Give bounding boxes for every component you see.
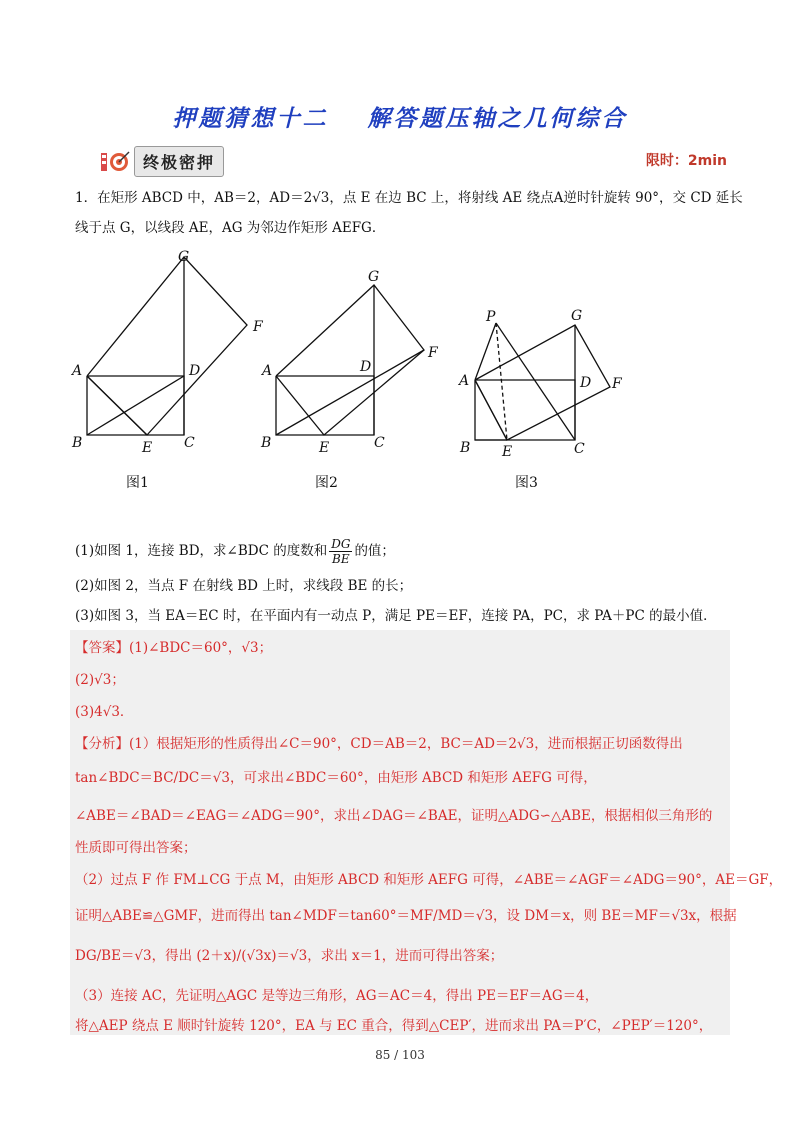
- fig2-label-f: F: [428, 345, 438, 361]
- answer-line-1: [75, 638, 725, 658]
- analysis-p2: tan∠BDC＝BC/DC＝√3，可求出∠BDC＝60°，由矩形 ABCD 和矩形 AEFG 可得，: [75, 770, 597, 786]
- page-number: 85 / 103: [375, 1048, 425, 1062]
- analysis-p7: DG/BE＝√3，得出 (2＋x)/(√3x)＝√3，求出 x＝1，进而可得出答案；: [75, 948, 504, 964]
- fraction-denominator: BE: [332, 552, 350, 566]
- fig1-caption: 图1: [126, 475, 149, 491]
- fig3-label-e: E: [502, 444, 513, 460]
- title-left: 押题猜想十二: [172, 105, 329, 132]
- answer-3: (3)4√3．: [75, 704, 134, 720]
- figure-1: [87, 257, 247, 435]
- fig1-label-a: A: [72, 363, 83, 379]
- fig2-label-e: E: [319, 440, 330, 456]
- analysis-tag: 【分析】: [75, 736, 129, 752]
- fig1-label-d: D: [189, 363, 201, 379]
- fig2-label-d: D: [360, 359, 372, 375]
- analysis-p6: 证明△ABE≌△GMF，进而得出 tan∠MDF＝tan60°＝MF/MD＝√3，设 DM＝x，则 BE＝MF＝√3x，根据: [75, 908, 737, 924]
- analysis-p3: ∠ABE＝∠BAD＝∠EAG＝∠ADG＝90°，求出∠DAG＝∠BAE，证明△ADG∽△ABE，根据相似三角形的: [75, 808, 713, 824]
- analysis-line-1: [75, 734, 725, 754]
- problem-line-2: 线于点 G，以线段 AE，AG 为邻边作矩形 AEFG．: [75, 220, 386, 236]
- question-1-post: 的值；: [354, 543, 395, 559]
- fig3-label-a: A: [459, 373, 470, 389]
- answer-background: [70, 630, 783, 1035]
- question-1-fraction: [329, 537, 352, 566]
- analysis-p8: （3）连接 AC，先证明△AGC 是等边三角形，AG＝AC＝4，得出 PE＝EF＝AG＝4，: [75, 988, 599, 1004]
- fig2-caption: 图2: [315, 475, 338, 491]
- fig3-label-f: F: [612, 376, 622, 392]
- figure-2: [276, 285, 424, 435]
- fig2-label-b: B: [261, 435, 272, 451]
- fig3-label-g: G: [571, 308, 583, 324]
- fig3-caption: 图3: [515, 475, 538, 491]
- section-badge: [100, 146, 224, 177]
- target-icon: [100, 149, 130, 175]
- question-2: (2)如图 2，当点 F 在射线 BD 上时，求线段 BE 的长；: [75, 578, 413, 594]
- fig1-label-e: E: [142, 440, 153, 456]
- question-1-pre: (1)如图 1，连接 BD，求∠BDC 的度数和: [75, 543, 328, 559]
- problem-line-1: 1．在矩形 ABCD 中，AB＝2，AD＝2√3，点 E 在边 BC 上，将射线 AE 绕点A逆时针旋转 90°，交 CD 延长: [75, 190, 743, 206]
- fig2-label-c: C: [374, 435, 385, 451]
- fig3-label-d: D: [580, 375, 592, 391]
- fig2-label-g: G: [368, 269, 380, 285]
- fig3-label-c: C: [574, 441, 585, 457]
- time-limit: 限时：2min: [645, 153, 727, 169]
- fig1-label-c: C: [184, 435, 195, 451]
- figures: [60, 245, 660, 495]
- fraction-numerator: DG: [331, 537, 351, 551]
- badge-label: 终极密押: [134, 146, 224, 177]
- title-right: 解答题压轴之几何综合: [367, 105, 628, 132]
- fig3-label-p: P: [486, 309, 496, 325]
- fig1-label-g: G: [178, 249, 190, 265]
- answer-1: (1)∠BDC＝60°，√3；: [129, 640, 273, 656]
- fig2-label-a: A: [262, 363, 273, 379]
- fig1-label-b: B: [72, 435, 83, 451]
- analysis-p4: 性质即可得出答案；: [75, 840, 197, 856]
- analysis-p9: 将△AEP 绕点 E 顺时针旋转 120°，EA 与 EC 重合，得到△CEP′，进而求出 PA＝P′C，∠PEP′＝120°，: [75, 1018, 713, 1034]
- fig1-label-f: F: [253, 319, 263, 335]
- question-3: (3)如图 3，当 EA＝EC 时，在平面内有一动点 P，满足 PE＝EF，连接 PA，PC，求 PA＋PC 的最小值．: [75, 608, 717, 624]
- question-1: [75, 537, 725, 566]
- page-title: [0, 100, 800, 133]
- analysis-p5: （2）过点 F 作 FM⊥CG 于点 M，由矩形 ABCD 和矩形 AEFG 可得，∠ABE＝∠AGF＝∠ADG＝90°，AE＝GF，: [75, 872, 783, 888]
- answer-tag: 【答案】: [75, 640, 129, 656]
- analysis-p1: (1）根据矩形的性质得出∠C＝90°，CD＝AB＝2，BC＝AD＝2√3，进而根据正切函数得出: [129, 736, 683, 752]
- fig3-label-b: B: [460, 440, 471, 456]
- answer-2: (2)√3；: [75, 672, 125, 688]
